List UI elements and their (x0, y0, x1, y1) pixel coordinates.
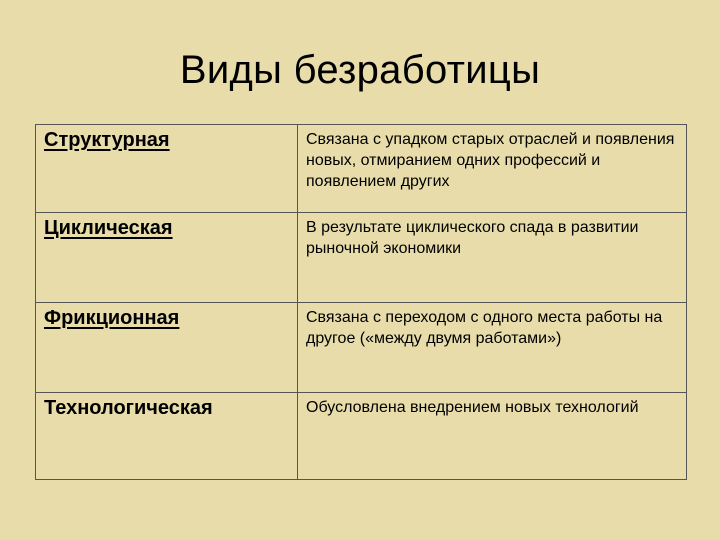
unemployment-types-table (35, 124, 687, 480)
term-frictional: Фрикционная (44, 307, 180, 329)
description-cell: Связана с переходом с одного места работы на другое («между двумя работами») (298, 303, 687, 393)
term-cell (36, 125, 298, 213)
term-cell (36, 303, 298, 393)
description-cell: Обусловлена внедрением новых технологий (298, 393, 687, 480)
term-structural: Структурная (44, 129, 170, 151)
table-row (36, 393, 687, 480)
slide-title: Виды безработицы (179, 48, 541, 92)
table-row (36, 303, 687, 393)
description-cell: Связана с упадком старых отраслей и появления новых, отмиранием одних профессий и появлением других (298, 125, 687, 213)
term-cell (36, 213, 298, 303)
term-cyclical: Циклическая (44, 217, 173, 239)
table-row (36, 213, 687, 303)
description-cell: В результате циклического спада в развитии рыночной экономики (298, 213, 687, 303)
table-row (36, 125, 687, 213)
term-technological: Технологическая (44, 397, 213, 419)
term-cell (36, 393, 298, 480)
